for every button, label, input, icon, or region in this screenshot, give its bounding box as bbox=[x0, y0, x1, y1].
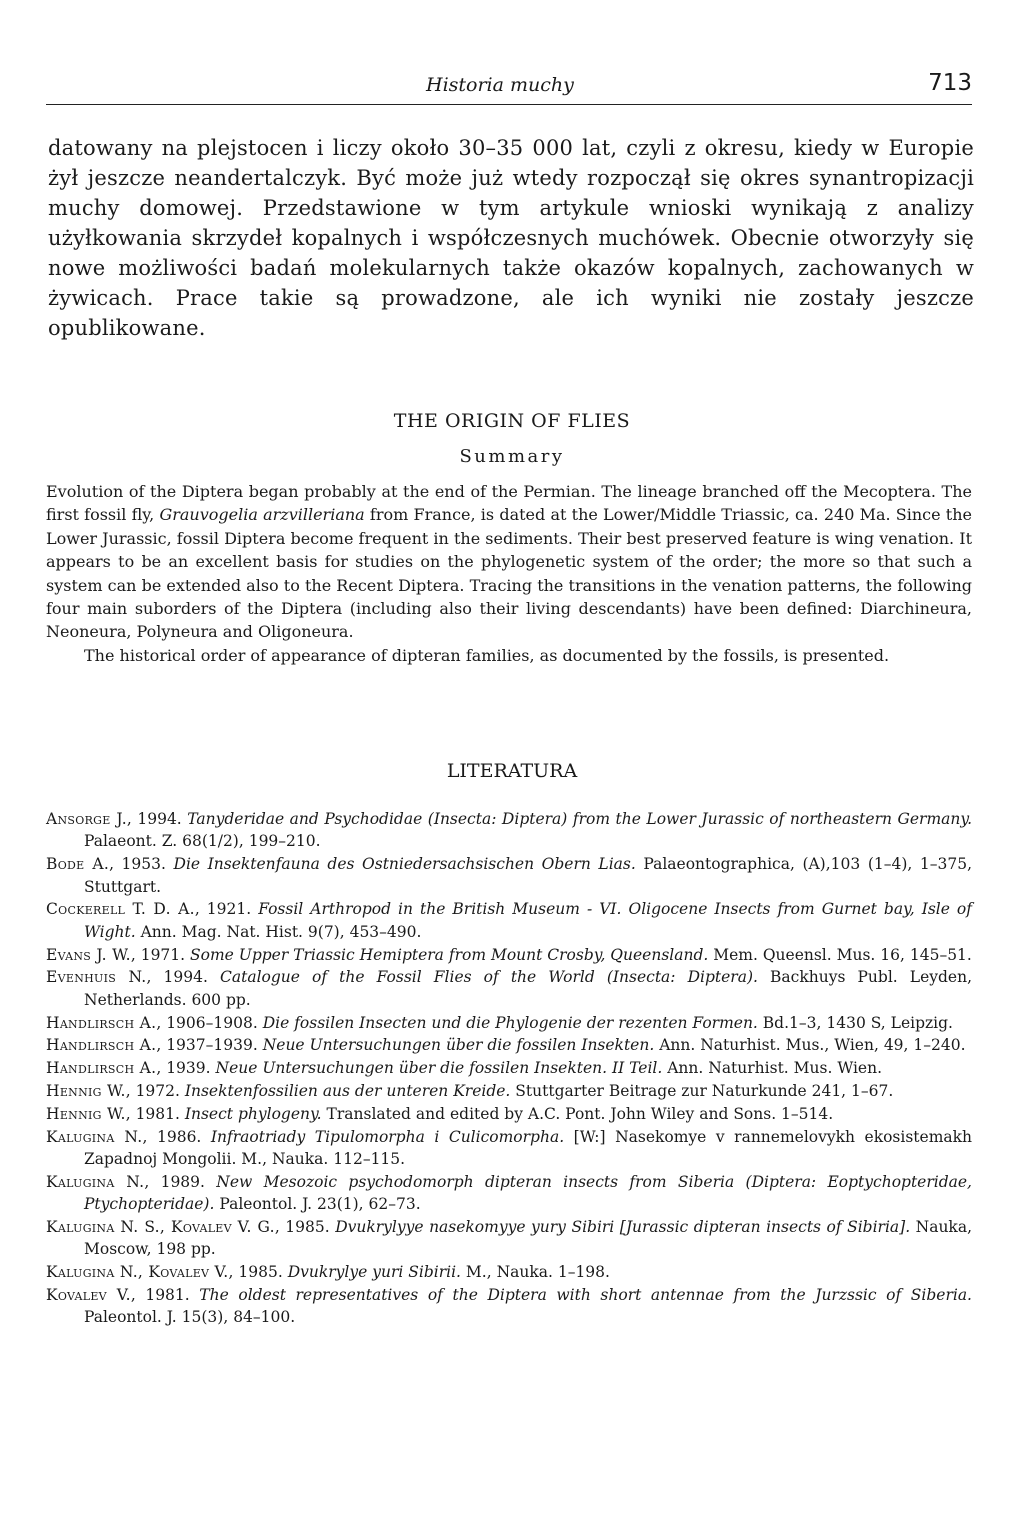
summary-text-part: from France, is dated at the Lower/Middle Triassic, ca. 240 Ma. Since the Lower Jurassic, fossil Diptera become frequent in the sediments. Their best preserved feature is wing venation. It appears to be an excellent basis for studies on the phylogenetic system of the order; the more so that such a system can be extended also to the Recent Diptera. Tracing the transitions in the venation patterns, the following four main suborders of the Diptera (including also their living descendants) have been defined: Diarchineura, Neoneura, Polyneura and Oligoneura. bbox=[46, 505, 973, 642]
ref-title: Insect phylogeny. bbox=[184, 1104, 322, 1123]
ref-year: , 1981. bbox=[130, 1286, 200, 1304]
ref-author: Evenhuis N. bbox=[46, 968, 147, 987]
ref-author: Kalugina N., Kovalev V. bbox=[46, 1263, 229, 1282]
reference-item bbox=[46, 853, 972, 898]
ref-source: Palaeont. Z. 68(1/2), 199–210. bbox=[84, 832, 321, 851]
reference-item bbox=[46, 1261, 972, 1283]
reference-item bbox=[46, 1284, 972, 1329]
ref-title: Insektenfossilien aus der unteren Kreide. bbox=[184, 1082, 511, 1100]
summary-title: THE ORIGIN OF FLIES bbox=[393, 410, 631, 432]
ref-author: Kalugina N. bbox=[46, 1127, 143, 1146]
ref-author: Bode A. bbox=[46, 855, 110, 874]
ref-source: Stuttgarter Beitrage zur Naturkunde 241, 1–67. bbox=[510, 1082, 894, 1100]
ref-source: Ann. Naturhist. Mus. Wien. bbox=[662, 1059, 883, 1078]
reference-item bbox=[46, 1080, 972, 1102]
ref-title: Tanyderidae and Psychodidae (Insecta: Diptera) from the Lower Jurassic of northeastern Germany. bbox=[187, 810, 972, 828]
reference-item bbox=[46, 898, 972, 943]
reference-item bbox=[46, 1034, 972, 1056]
ref-author: Kovalev V. bbox=[46, 1286, 131, 1304]
ref-title: Neue Untersuchungen über die fossilen Insekten. II Teil. bbox=[215, 1059, 663, 1078]
summary-text-part: Evolution of the Diptera began probably at the end of the Permian. The lineage branched off the Mecoptera. The first fossil fly, bbox=[46, 482, 972, 525]
ref-title: Fossil Arthropod in the British Museum - VI. Oligocene Insects from Gurnet bay, Isle of Wight. bbox=[84, 900, 972, 941]
ref-year: , 1939. bbox=[156, 1059, 216, 1078]
ref-author: Handlirsch A. bbox=[46, 1059, 157, 1078]
page-header bbox=[46, 70, 972, 105]
ref-author: Kalugina N. bbox=[46, 1172, 145, 1191]
ref-title: Catalogue of the Fossil Flies of the World (Insecta: Diptera). bbox=[220, 968, 758, 987]
species-name: Grauvogelia arzvilleriana bbox=[159, 505, 365, 525]
ref-year: , 1985. bbox=[228, 1263, 288, 1282]
ref-title: Die Insektenfauna des Ostniedersachsischen Obern Lias. bbox=[173, 855, 636, 874]
reference-list bbox=[46, 808, 972, 1329]
page-number: 713 bbox=[928, 70, 972, 96]
ref-source: Paleontol. J. 15(3), 84–100. bbox=[84, 1308, 296, 1327]
ref-author: Handlirsch A. bbox=[46, 1013, 157, 1032]
ref-year: , 1994. bbox=[126, 810, 188, 828]
ref-source: Nauka, Moscow, 198 pp. bbox=[84, 1218, 972, 1259]
ref-source: Paleontol. J. 23(1), 62–73. bbox=[214, 1195, 421, 1214]
ref-year: , 1989. bbox=[144, 1172, 217, 1191]
reference-item bbox=[46, 1171, 972, 1216]
ref-source: [W:] Nasekomye v rannemelovykh ekosistemakh Zapadnoj Mongolii. M., Nauka. 112–115. bbox=[84, 1127, 973, 1168]
ref-source: M., Nauka. 1–198. bbox=[460, 1263, 610, 1282]
ref-author: Kalugina N. S., Kovalev V. G. bbox=[46, 1218, 275, 1236]
ref-source: Translated and edited by A.C. Pont. John Wiley and Sons. 1–514. bbox=[321, 1104, 834, 1123]
literature-title: LITERATURA bbox=[446, 760, 578, 782]
ref-year: , 1971. bbox=[130, 945, 191, 964]
ref-title: Infraotriady Tipulomorpha i Culicomorpha. bbox=[210, 1127, 565, 1146]
ref-year: , 1972. bbox=[125, 1082, 185, 1100]
ref-title: Some Upper Triassic Hemiptera from Mount Crosby, Queensland. bbox=[190, 945, 709, 964]
ref-source: Palaeontographica, (A),103 (1–4), 1–375, Stuttgart. bbox=[84, 855, 973, 896]
ref-year: , 1994. bbox=[146, 968, 221, 987]
ref-author: Cockerell T. D. A. bbox=[46, 900, 195, 919]
reference-item bbox=[46, 944, 972, 966]
ref-title: Neue Untersuchungen über die fossilen Insekten. bbox=[262, 1036, 655, 1055]
ref-author: Evans J. W. bbox=[46, 945, 131, 964]
ref-source: Backhuys Publ. Leyden, Netherlands. 600 pp. bbox=[84, 968, 973, 1009]
summary-paragraph-1 bbox=[46, 480, 972, 644]
ref-author: Hennig W. bbox=[46, 1104, 126, 1123]
ref-author: Ansorge J. bbox=[46, 810, 127, 828]
ref-year: , 1981. bbox=[125, 1104, 185, 1123]
reference-item bbox=[46, 1057, 972, 1079]
ref-year: , 1986. bbox=[142, 1127, 211, 1146]
ref-title: Dvukrylyye nasekomyye yury Sibiri [Jurassic dipteran insects of Sibiria]. bbox=[335, 1218, 911, 1236]
ref-title: New Mesozoic psychodomorph dipteran insects from Siberia (Diptera: Eoptychopteridae, Ptychopteridae). bbox=[84, 1172, 972, 1214]
ref-year: , 1953. bbox=[109, 855, 174, 874]
ref-year: , 1985. bbox=[274, 1218, 336, 1236]
ref-title: The oldest representatives of the Diptera with short antennae from the Jurzssic of Siberia. bbox=[199, 1286, 972, 1304]
summary-body bbox=[46, 480, 972, 667]
reference-item bbox=[46, 966, 972, 1011]
ref-source: Mem. Queensl. Mus. 16, 145–51. bbox=[708, 945, 972, 964]
ref-author: Handlirsch A. bbox=[46, 1036, 157, 1055]
ref-year: , 1906–1908. bbox=[156, 1013, 263, 1032]
summary-subtitle: Summary bbox=[459, 446, 565, 467]
ref-title: Dvukrylye yuri Sibirii. bbox=[287, 1263, 461, 1282]
ref-author: Hennig W. bbox=[46, 1082, 126, 1100]
reference-item bbox=[46, 1012, 972, 1034]
intro-paragraph: datowany na plejstocen i liczy około 30–35 000 lat, czyli z okresu, kiedy w Europie żył jeszcze neandertalczyk. Być może już wtedy rozpoczął się okres synantropizacji muchy domowej. Przedstawione w tym artykule wnioski wynikają z analizy użyłkowania skrzydeł kopalnych i współczesnych muchówek. Obecnie otworzyły się nowe możliwości badań molekularnych także okazów kopalnych, zachowanych w żywicach. Prace takie są prowadzone, ale ich wyniki nie zostały jeszcze opublikowane. bbox=[48, 136, 974, 340]
ref-year: , 1937–1939. bbox=[156, 1036, 263, 1055]
ref-source: Ann. Naturhist. Mus., Wien, 49, 1–240. bbox=[654, 1036, 966, 1055]
reference-item bbox=[46, 808, 972, 853]
running-title: Historia muchy bbox=[426, 74, 574, 96]
ref-source: Bd.1–3, 1430 S, Leipzig. bbox=[757, 1013, 953, 1032]
reference-item bbox=[46, 1126, 972, 1171]
reference-item bbox=[46, 1103, 972, 1125]
reference-item bbox=[46, 1216, 972, 1261]
ref-source: Ann. Mag. Nat. Hist. 9(7), 453–490. bbox=[135, 922, 422, 941]
ref-title: Die fossilen Insecten und die Phylogenie der rezenten Formen. bbox=[262, 1013, 758, 1032]
summary-paragraph-2: The historical order of appearance of dipteran families, as documented by the fossils, is presented. bbox=[84, 645, 890, 665]
ref-year: , 1921. bbox=[194, 900, 259, 919]
